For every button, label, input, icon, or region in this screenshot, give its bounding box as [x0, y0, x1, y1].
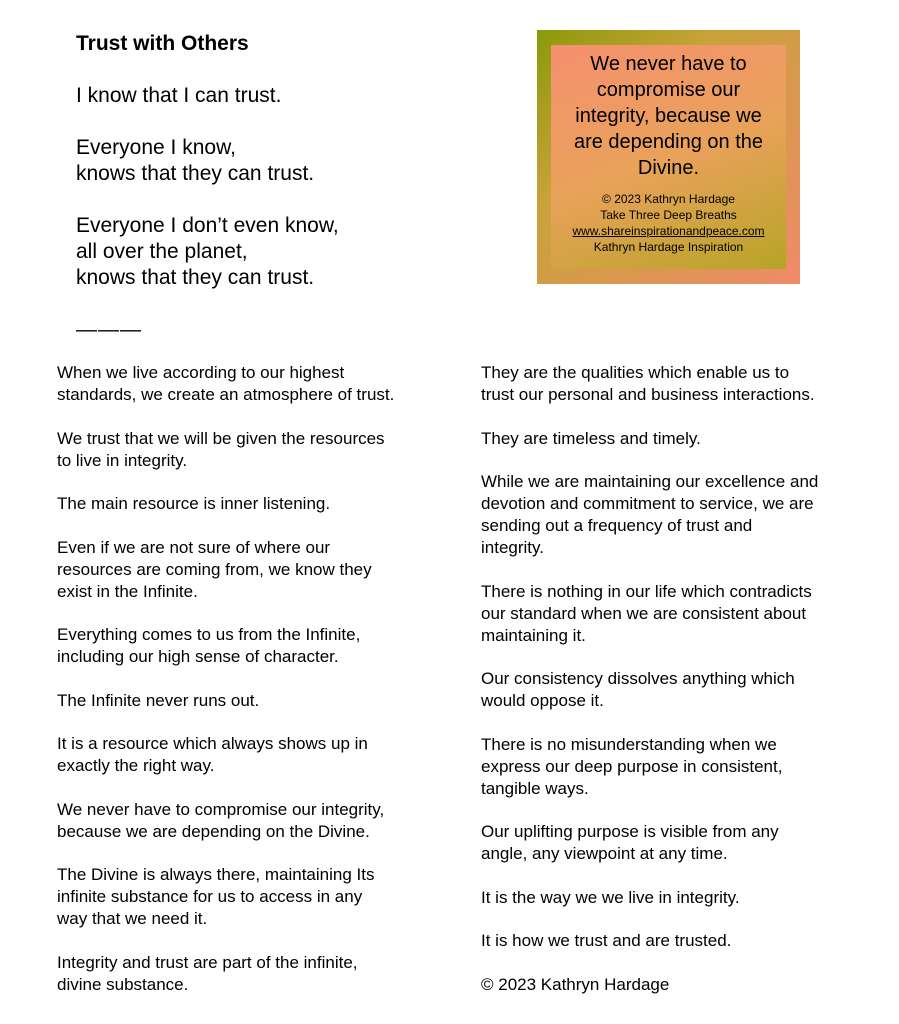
paragraph-line: infinite substance for us to access in any	[57, 887, 363, 906]
poem-section	[76, 31, 516, 343]
paragraph	[481, 734, 881, 800]
paragraph-line: We never have to compromise our integrity,	[57, 799, 385, 819]
right-column	[481, 362, 881, 1017]
paragraph-line: trust our personal and business interactions.	[481, 385, 815, 404]
paragraph	[481, 471, 881, 559]
paragraph	[481, 428, 881, 450]
poem-line: Everyone I don’t even know,	[76, 214, 339, 237]
paragraph-line: They are the qualities which enable us to	[481, 363, 790, 382]
poem-line: all over the planet,	[76, 240, 248, 263]
poem-stanza	[76, 213, 516, 291]
left-column	[57, 362, 457, 1017]
quote-card-image	[537, 30, 800, 284]
paragraph-line: Our uplifting purpose is visible from any	[481, 822, 779, 841]
quote-line: compromise our	[596, 79, 741, 101]
paragraph-line: We trust that we will be given the resources	[57, 428, 385, 448]
quote-line: are depending on the	[573, 131, 764, 153]
copyright-line: © 2023 Kathryn Hardage	[602, 192, 735, 206]
paragraph	[57, 362, 457, 406]
paragraph-line: While we are maintaining our excellence and	[481, 472, 819, 491]
paragraph-line: The Infinite never runs out.	[57, 690, 260, 710]
paragraph-line: sending out a frequency of trust and	[481, 516, 753, 535]
poem-line: knows that they can trust.	[76, 266, 315, 289]
paragraph	[481, 668, 881, 712]
poem-line: I know that I can trust.	[76, 84, 282, 107]
paragraph-line: There is nothing in our life which contradicts	[481, 581, 812, 601]
paragraph-line: to live in integrity.	[57, 450, 188, 470]
paragraph-line: The main resource is inner listening.	[57, 494, 331, 513]
paragraph-line: integrity.	[481, 538, 544, 557]
paragraph-line: tangible ways.	[481, 778, 589, 798]
poem-line: Everyone I know,	[76, 136, 236, 159]
paragraph-line: When we live according to our highest	[57, 363, 345, 382]
paragraph	[481, 887, 881, 909]
quote-line: integrity, because we	[575, 105, 762, 127]
paragraph	[57, 952, 457, 996]
credit-subtitle: Take Three Deep Breaths	[600, 208, 737, 222]
poem-stanza	[76, 83, 516, 109]
paragraph-line: It is a resource which always shows up in	[57, 734, 368, 753]
paragraph-line: It is the way we we live in integrity.	[481, 887, 740, 907]
paragraph-line: Everything comes to us from the Infinite,	[57, 625, 361, 644]
paragraph	[57, 864, 457, 930]
paragraph-line: angle, any viewpoint at any time.	[481, 844, 728, 863]
paragraph-line: It is how we trust and are trusted.	[481, 931, 732, 950]
website-link[interactable]: www.shareinspirationandpeace.com	[572, 224, 765, 238]
paragraph	[57, 690, 457, 712]
paragraph-line: devotion and commitment to service, we are	[481, 494, 814, 513]
paragraph-line: way that we need it.	[57, 909, 208, 928]
quote-line: We never have to	[590, 53, 747, 75]
paragraph-line: They are timeless and timely.	[481, 428, 701, 448]
paragraph	[481, 581, 881, 647]
paragraph-line: standards, we create an atmosphere of trust.	[57, 385, 395, 404]
paragraph-line: resources are coming from, we know they	[57, 559, 372, 579]
paragraph	[57, 428, 457, 472]
paragraph-line: maintaining it.	[481, 625, 586, 645]
paragraph-line: exactly the right way.	[57, 756, 215, 775]
section-divider: ———	[76, 318, 142, 341]
paragraph	[57, 799, 457, 843]
paragraph	[481, 362, 881, 406]
paragraph-line: would oppose it.	[481, 691, 604, 710]
paragraph-line: Integrity and trust are part of the infinite,	[57, 952, 358, 972]
paragraph-line: our standard when we are consistent about	[481, 603, 807, 623]
paragraph-line: including our high sense of character.	[57, 647, 339, 666]
paragraph-line: because we are depending on the Divine.	[57, 821, 370, 841]
paragraph-line: divine substance.	[57, 974, 189, 994]
paragraph	[57, 493, 457, 515]
paragraph-line: The Divine is always there, maintaining Its	[57, 865, 375, 884]
paragraph-line: express our deep purpose in consistent,	[481, 756, 783, 776]
paragraph-line: There is no misunderstanding when we	[481, 734, 777, 754]
paragraph-line: © 2023 Kathryn Hardage	[481, 974, 670, 994]
quote-card-inner	[551, 45, 786, 269]
quote-line: Divine.	[637, 157, 700, 179]
paragraph	[57, 733, 457, 777]
poem-title: Trust with Others	[76, 32, 249, 55]
quote-text	[555, 51, 782, 181]
paragraph-line: Even if we are not sure of where our	[57, 537, 331, 557]
poem-line: knows that they can trust.	[76, 162, 315, 185]
poem-stanza	[76, 135, 516, 187]
paragraph	[481, 974, 881, 996]
paragraph	[57, 624, 457, 668]
paragraph-line: Our consistency dissolves anything which	[481, 669, 795, 688]
credit-brand: Kathryn Hardage Inspiration	[593, 240, 744, 254]
quote-credits	[555, 191, 782, 255]
paragraph	[57, 537, 457, 603]
paragraph	[481, 821, 881, 865]
paragraph	[481, 930, 881, 952]
paragraph-line: exist in the Infinite.	[57, 581, 198, 601]
